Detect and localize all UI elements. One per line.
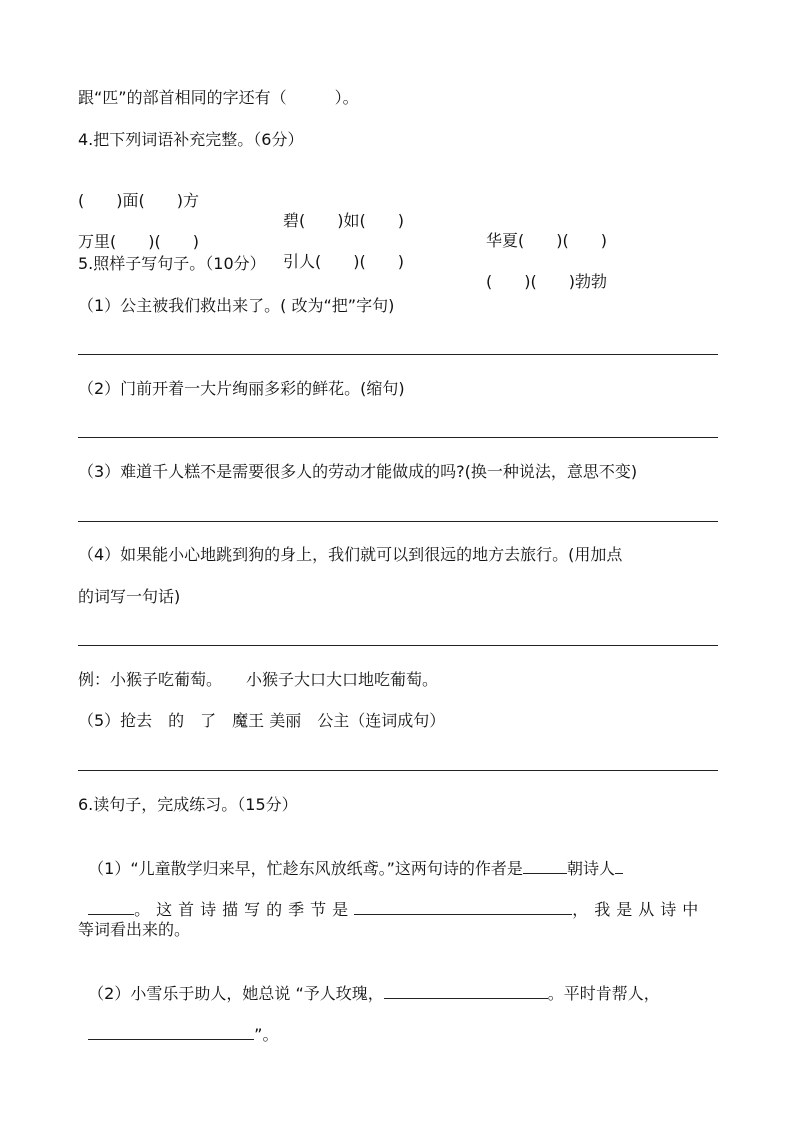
q5-item-4-cont: 的词写一句话) [78,587,181,606]
q3-tail-line: 跟“匹”的部首相同的字还有（ ）。 [78,88,359,107]
fill-blank[interactable] [615,857,623,874]
answer-line[interactable] [78,521,718,522]
q6-line-5 [78,1003,278,1045]
idiom-item: 碧( )如( ) [283,211,404,230]
q6-text: 朝诗人 [566,859,615,878]
q6-line-2 [78,878,704,920]
q5-item-2: （2）门前开着一大片绚丽多彩的鲜花。(缩句) [78,379,405,398]
q6-text: 。这首诗描写的季节是 [134,900,355,919]
q6-line-1 [78,837,623,879]
answer-line[interactable] [78,354,718,355]
q6-text: （1）“儿童散学归来早，忙趁东风放纸鸢。”这两句诗的作者是 [88,859,523,878]
answer-line[interactable] [78,437,718,438]
idiom-item: ( )( )勃勃 [486,272,607,291]
fill-blank[interactable] [354,898,572,915]
fill-blank[interactable] [88,1023,254,1040]
q5-item-3: （3）难道千人糕不是需要很多人的劳动才能做成的吗?(换一种说法，意思不变) [78,462,638,481]
fill-blank[interactable] [384,982,548,999]
fill-blank[interactable] [88,898,134,915]
q5-example: 例：小猴子吃葡萄。 小猴子大口大口地吃葡萄。 [78,670,439,689]
q5-item-4: （4）如果能小心地跳到狗的身上，我们就可以到很远的地方去旅行。(用加点 [78,545,623,564]
q6-line-3: 等词看出来的。 [78,920,191,939]
fill-blank[interactable] [523,857,567,874]
idiom-item: 引人( )( ) [283,252,404,271]
q5-title: 5.照样子写句子。（10分） [78,254,266,273]
answer-line[interactable] [78,770,718,771]
q5-item-5: （5）抢去 的 了 魔王 美丽 公主（连词成句） [78,711,446,730]
answer-line[interactable] [78,645,718,646]
q6-line-4 [78,962,660,1004]
idiom-item: 万里( )( ) [78,232,199,251]
q6-text: （2）小雪乐于助人，她总说 “予人玫瑰， [88,984,384,1003]
idiom-item: 华夏( )( ) [486,231,607,250]
q6-text: ，我是从诗中 [572,900,705,919]
q5-item-1: （1）公主被我们救出来了。( 改为“把”字句) [78,296,395,315]
q6-title: 6.读句子，完成练习。（15分） [78,795,298,814]
idiom-item: ( )面( )方 [78,191,199,210]
q4-title: 4.把下列词语补充完整。（6分） [78,130,304,149]
q6-text: ”。 [254,1025,279,1044]
q6-text: 。平时肯帮人， [547,984,660,1003]
